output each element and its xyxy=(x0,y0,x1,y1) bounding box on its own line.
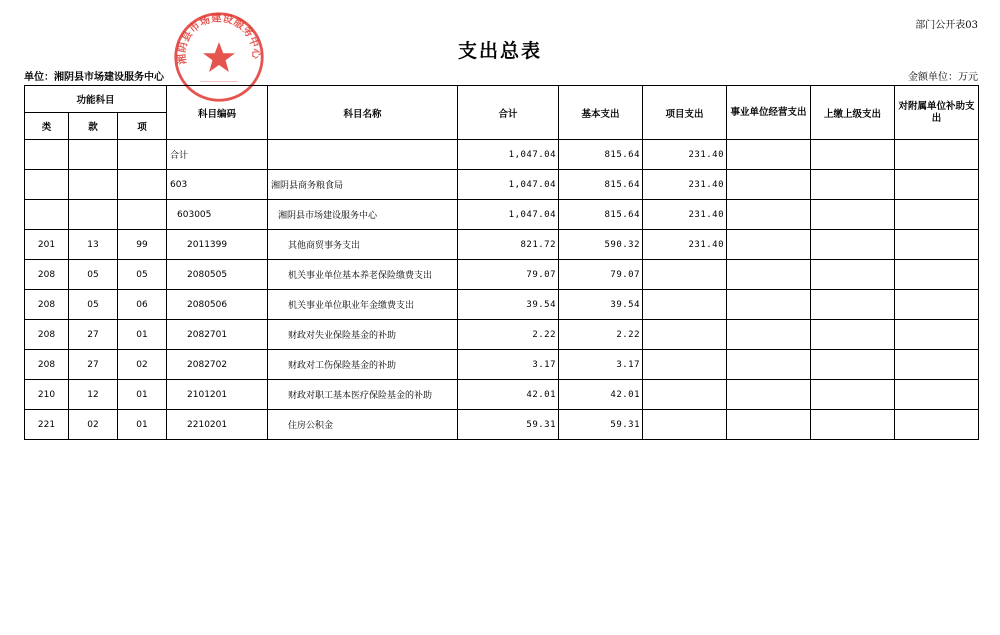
cell-kuan: 27 xyxy=(69,320,118,350)
cell-name xyxy=(268,140,458,170)
header-xiang: 项 xyxy=(118,113,167,140)
cell-code: 2082701 xyxy=(167,320,268,350)
cell-lei: 201 xyxy=(25,230,69,260)
cell-basic: 59.31 xyxy=(559,410,643,440)
cell-upper xyxy=(811,410,895,440)
cell-project: 231.40 xyxy=(643,170,727,200)
cell-xiang xyxy=(118,200,167,230)
table-row xyxy=(25,380,979,410)
cell-basic: 3.17 xyxy=(559,350,643,380)
cell-name: 财政对工伤保险基金的补助 xyxy=(268,350,458,380)
cell-code: 2210201 xyxy=(167,410,268,440)
cell-subsidy xyxy=(895,350,979,380)
header-subsidy: 对附属单位补助支出 xyxy=(895,86,979,140)
form-code: 部门公开表03 xyxy=(915,20,978,31)
cell-code: 合计 xyxy=(167,140,268,170)
cell-total: 59.31 xyxy=(458,410,559,440)
cell-name: 机关事业单位基本养老保险缴费支出 xyxy=(268,260,458,290)
header-basic: 基本支出 xyxy=(559,86,643,140)
cell-kuan: 05 xyxy=(69,260,118,290)
cell-basic: 2.22 xyxy=(559,320,643,350)
table-row xyxy=(25,320,979,350)
cell-business xyxy=(727,320,811,350)
cell-xiang xyxy=(118,170,167,200)
cell-project xyxy=(643,380,727,410)
cell-code: 603005 xyxy=(167,200,268,230)
cell-kuan xyxy=(69,170,118,200)
table-row xyxy=(25,350,979,380)
cell-business xyxy=(727,260,811,290)
cell-subsidy xyxy=(895,290,979,320)
cell-business xyxy=(727,230,811,260)
seal-text: 湘阴县市场建设服务中心 xyxy=(175,12,263,65)
cell-subsidy xyxy=(895,140,979,170)
cell-lei: 208 xyxy=(25,290,69,320)
page-title: 支出总表 xyxy=(457,40,542,62)
header-total: 合计 xyxy=(458,86,559,140)
cell-xiang: 01 xyxy=(118,410,167,440)
cell-lei: 221 xyxy=(25,410,69,440)
cell-project xyxy=(643,320,727,350)
cell-xiang: 05 xyxy=(118,260,167,290)
unit-label: 单位：湘阴县市场建设服务中心 xyxy=(24,72,164,83)
money-unit-label: 金额单位：万元 xyxy=(908,72,978,83)
cell-upper xyxy=(811,170,895,200)
cell-total: 821.72 xyxy=(458,230,559,260)
cell-subsidy xyxy=(895,380,979,410)
cell-subsidy xyxy=(895,200,979,230)
cell-upper xyxy=(811,230,895,260)
cell-name: 财政对失业保险基金的补助 xyxy=(268,320,458,350)
cell-subsidy xyxy=(895,260,979,290)
table-row xyxy=(25,170,979,200)
cell-upper xyxy=(811,260,895,290)
cell-xiang xyxy=(118,140,167,170)
cell-total: 1,047.04 xyxy=(458,170,559,200)
cell-name: 其他商贸事务支出 xyxy=(268,230,458,260)
cell-upper xyxy=(811,290,895,320)
header-project: 项目支出 xyxy=(643,86,727,140)
cell-upper xyxy=(811,350,895,380)
cell-name: 住房公积金 xyxy=(268,410,458,440)
cell-project: 231.40 xyxy=(643,230,727,260)
cell-business xyxy=(727,350,811,380)
cell-subsidy xyxy=(895,170,979,200)
cell-business xyxy=(727,140,811,170)
header-func-subject: 功能科目 xyxy=(25,86,167,113)
cell-total: 2.22 xyxy=(458,320,559,350)
cell-total: 1,047.04 xyxy=(458,140,559,170)
cell-xiang: 01 xyxy=(118,380,167,410)
cell-business xyxy=(727,170,811,200)
cell-kuan xyxy=(69,200,118,230)
cell-total: 39.54 xyxy=(458,290,559,320)
cell-total: 79.07 xyxy=(458,260,559,290)
table-row xyxy=(25,140,979,170)
cell-project xyxy=(643,410,727,440)
cell-name: 财政对职工基本医疗保险基金的补助 xyxy=(268,380,458,410)
cell-project xyxy=(643,260,727,290)
cell-project xyxy=(643,350,727,380)
cell-lei: 210 xyxy=(25,380,69,410)
header-lei: 类 xyxy=(25,113,69,140)
cell-upper xyxy=(811,380,895,410)
cell-project: 231.40 xyxy=(643,140,727,170)
cell-lei xyxy=(25,170,69,200)
cell-project: 231.40 xyxy=(643,200,727,230)
cell-name: 湘阴县市场建设服务中心 xyxy=(268,200,458,230)
table-row xyxy=(25,230,979,260)
cell-basic: 815.64 xyxy=(559,200,643,230)
cell-code: 2080506 xyxy=(167,290,268,320)
table-row xyxy=(25,200,979,230)
cell-lei: 208 xyxy=(25,260,69,290)
cell-lei xyxy=(25,140,69,170)
cell-code: 2082702 xyxy=(167,350,268,380)
expense-summary-table xyxy=(24,85,979,440)
cell-basic: 815.64 xyxy=(559,140,643,170)
cell-code: 2080505 xyxy=(167,260,268,290)
cell-business xyxy=(727,200,811,230)
cell-name: 湘阴县商务粮食局 xyxy=(268,170,458,200)
cell-subsidy xyxy=(895,230,979,260)
cell-basic: 79.07 xyxy=(559,260,643,290)
cell-code: 2011399 xyxy=(167,230,268,260)
cell-xiang: 02 xyxy=(118,350,167,380)
cell-project xyxy=(643,290,727,320)
cell-basic: 42.01 xyxy=(559,380,643,410)
cell-kuan: 27 xyxy=(69,350,118,380)
cell-subsidy xyxy=(895,410,979,440)
cell-business xyxy=(727,380,811,410)
cell-lei: 208 xyxy=(25,350,69,380)
cell-kuan: 13 xyxy=(69,230,118,260)
cell-total: 3.17 xyxy=(458,350,559,380)
cell-xiang: 99 xyxy=(118,230,167,260)
cell-basic: 815.64 xyxy=(559,170,643,200)
cell-basic: 39.54 xyxy=(559,290,643,320)
cell-xiang: 06 xyxy=(118,290,167,320)
cell-xiang: 01 xyxy=(118,320,167,350)
header-upper: 上缴上级支出 xyxy=(811,86,895,140)
table-row xyxy=(25,260,979,290)
cell-upper xyxy=(811,200,895,230)
cell-upper xyxy=(811,320,895,350)
table-row xyxy=(25,290,979,320)
cell-code: 603 xyxy=(167,170,268,200)
cell-lei xyxy=(25,200,69,230)
cell-kuan: 02 xyxy=(69,410,118,440)
cell-lei: 208 xyxy=(25,320,69,350)
cell-kuan: 12 xyxy=(69,380,118,410)
cell-subsidy xyxy=(895,320,979,350)
cell-total: 42.01 xyxy=(458,380,559,410)
cell-business xyxy=(727,410,811,440)
cell-upper xyxy=(811,140,895,170)
cell-kuan: 05 xyxy=(69,290,118,320)
header-business: 事业单位经营支出 xyxy=(727,86,811,140)
cell-code: 2101201 xyxy=(167,380,268,410)
cell-kuan xyxy=(69,140,118,170)
header-name: 科目名称 xyxy=(268,86,458,140)
cell-total: 1,047.04 xyxy=(458,200,559,230)
cell-name: 机关事业单位职业年金缴费支出 xyxy=(268,290,458,320)
table-row xyxy=(25,410,979,440)
header-kuan: 款 xyxy=(69,113,118,140)
cell-business xyxy=(727,290,811,320)
header-code: 科目编码 xyxy=(167,86,268,140)
cell-basic: 590.32 xyxy=(559,230,643,260)
